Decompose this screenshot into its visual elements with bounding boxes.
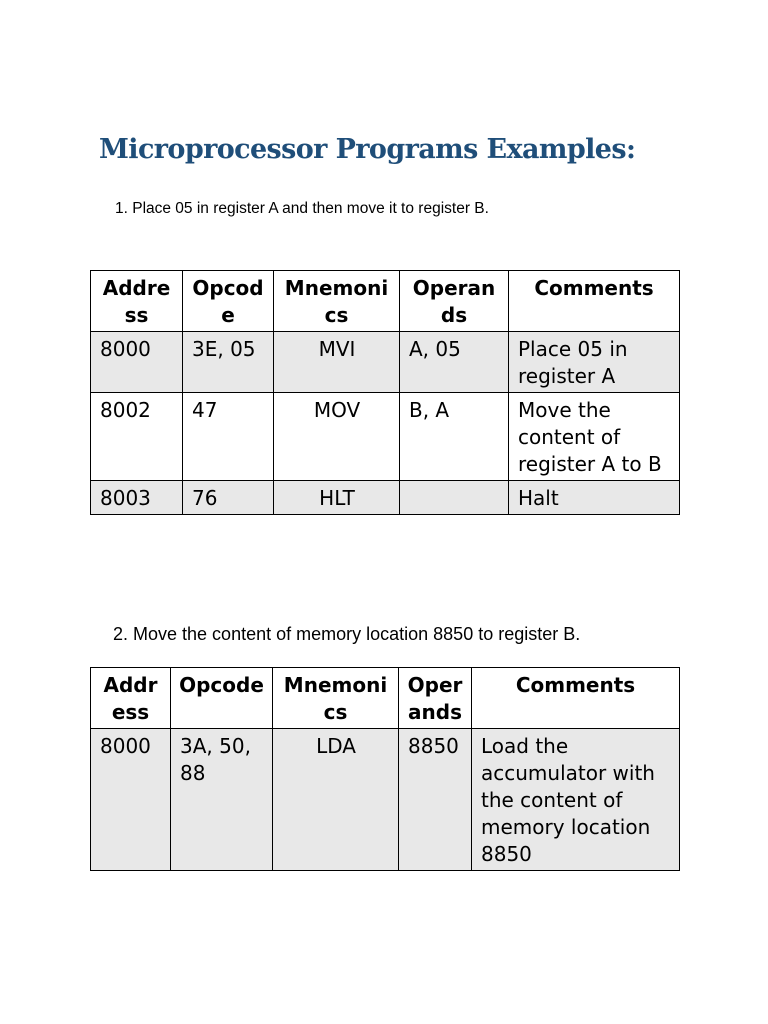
cell-operands: B, A	[400, 393, 509, 481]
header-address: Address	[91, 271, 183, 332]
cell-opcode: 47	[183, 393, 274, 481]
cell-mnemonic: LDA	[273, 729, 399, 871]
cell-opcode: 3A, 50, 88	[171, 729, 273, 871]
cell-address: 8002	[91, 393, 183, 481]
program-table-2	[90, 667, 680, 871]
cell-opcode: 3E, 05	[183, 332, 274, 393]
header-operands: Operands	[399, 668, 472, 729]
cell-operands: A, 05	[400, 332, 509, 393]
header-opcode: Opcode	[171, 668, 273, 729]
header-opcode: Opcode	[183, 271, 274, 332]
header-comments: Comments	[472, 668, 680, 729]
table-header-row	[91, 668, 680, 729]
header-comments: Comments	[509, 271, 680, 332]
cell-address: 8003	[91, 481, 183, 515]
cell-comment: Move the content of register A to B	[509, 393, 680, 481]
task-2-description: 2. Move the content of memory location 8850 to register B.	[113, 624, 581, 644]
cell-address: 8000	[91, 332, 183, 393]
page-title: Microprocessor Programs Examples:	[99, 134, 636, 165]
cell-mnemonic: MVI	[274, 332, 400, 393]
table-row	[91, 332, 680, 393]
task-1-description: 1. Place 05 in register A and then move it to register B.	[115, 200, 489, 217]
header-operands: Operands	[400, 271, 509, 332]
table-row	[91, 729, 680, 871]
cell-comment: Place 05 in register A	[509, 332, 680, 393]
table-row	[91, 393, 680, 481]
header-mnemonics: Mnemonics	[273, 668, 399, 729]
cell-address: 8000	[91, 729, 171, 871]
cell-comment: Halt	[509, 481, 680, 515]
header-address: Address	[91, 668, 171, 729]
cell-comment: Load the accumulator with the content of memory location 8850	[472, 729, 680, 871]
cell-mnemonic: HLT	[274, 481, 400, 515]
table-row	[91, 481, 680, 515]
cell-mnemonic: MOV	[274, 393, 400, 481]
program-table-1	[90, 270, 680, 515]
cell-opcode: 76	[183, 481, 274, 515]
header-mnemonics: Mnemonics	[274, 271, 400, 332]
cell-operands	[400, 481, 509, 515]
table-header-row	[91, 271, 680, 332]
cell-operands: 8850	[399, 729, 472, 871]
